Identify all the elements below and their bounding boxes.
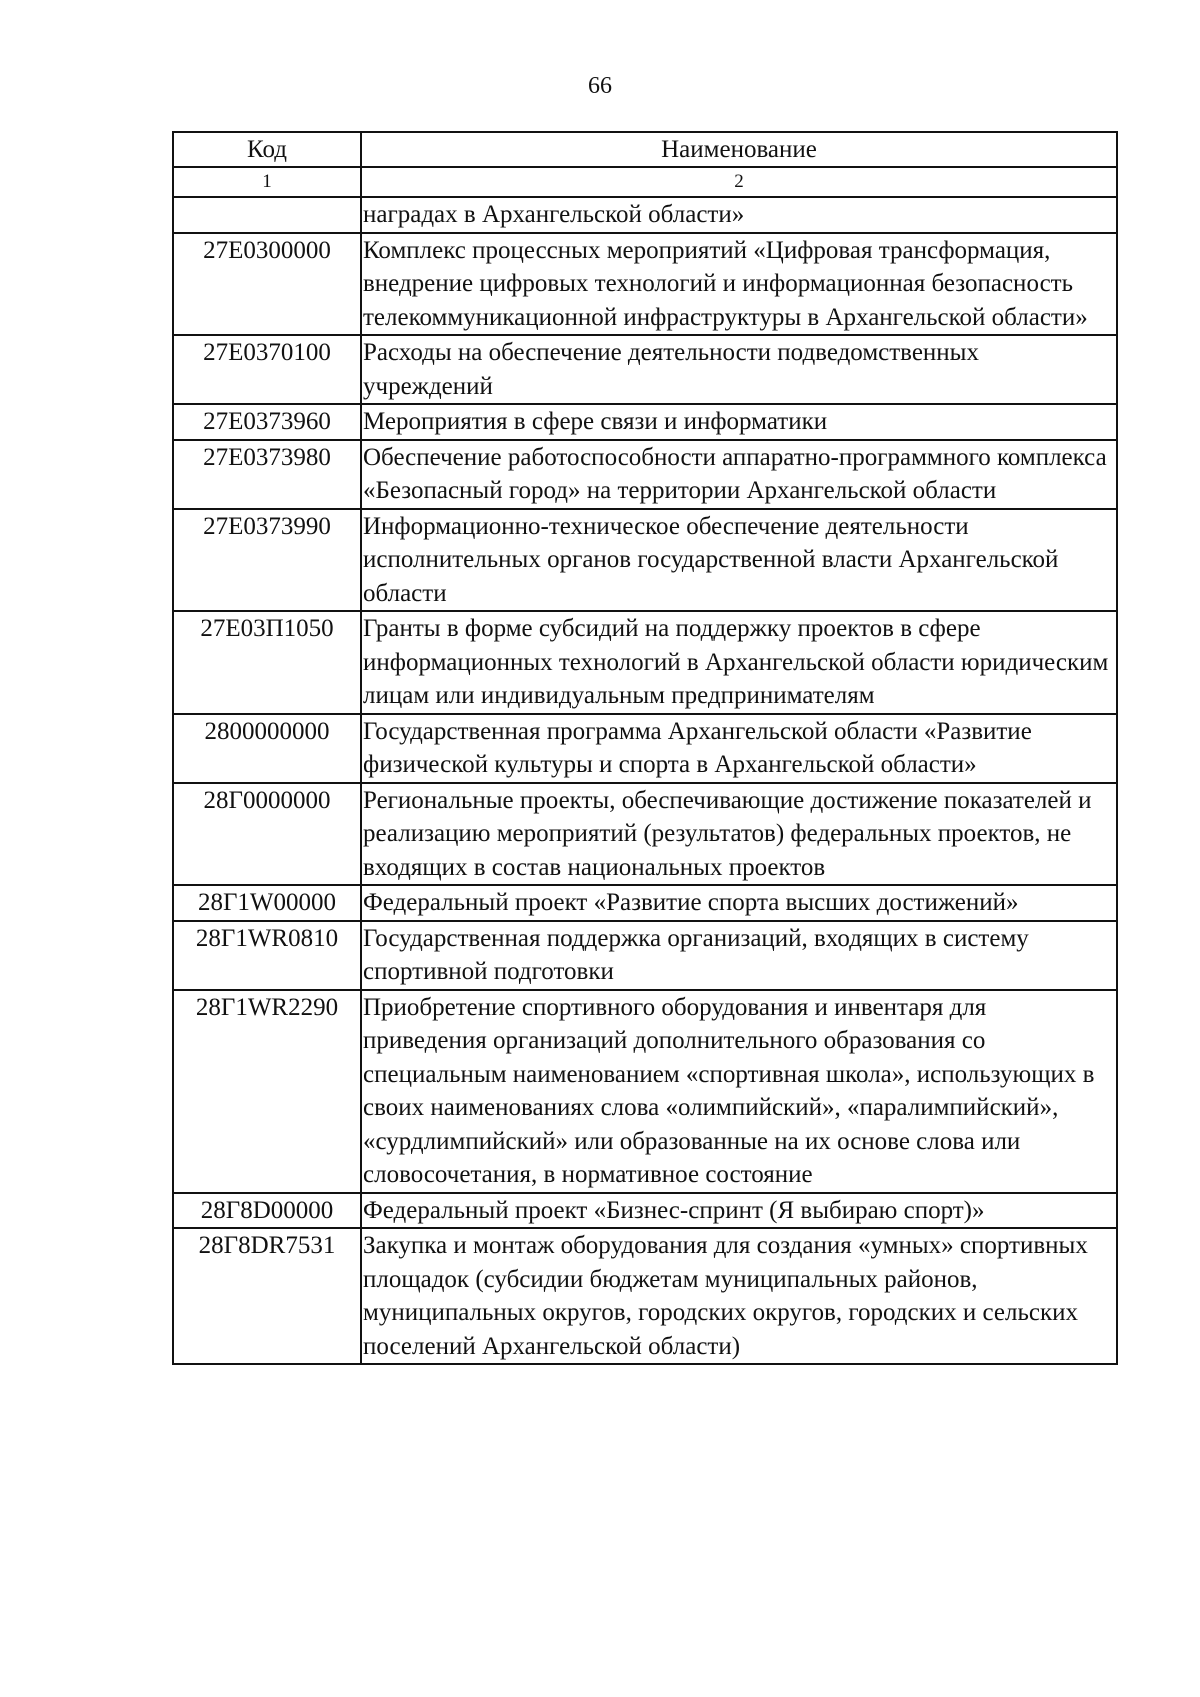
- table-row: [173, 509, 1117, 612]
- row-code: 2800000000: [173, 714, 361, 783]
- row-code: 28Г1WR2290: [173, 990, 361, 1193]
- row-code: 27Е0373990: [173, 509, 361, 612]
- budget-codes-table: [172, 131, 1118, 1365]
- table-row: [173, 335, 1117, 404]
- row-name: Федеральный проект «Развитие спорта высших достижений»: [361, 885, 1117, 921]
- row-name: Гранты в форме субсидий на поддержку проектов в сфере информационных технологий в Архангельской области юридическим лицам или индивидуальным предпринимателям: [361, 611, 1117, 714]
- header-row: [173, 132, 1117, 167]
- table-row: [173, 783, 1117, 886]
- table-row: [173, 611, 1117, 714]
- row-name: Государственная поддержка организаций, входящих в систему спортивной подготовки: [361, 921, 1117, 990]
- table-row: [173, 1228, 1117, 1364]
- row-code: 27Е0300000: [173, 233, 361, 336]
- row-code: 28Г8D00000: [173, 1193, 361, 1229]
- table-row: [173, 233, 1117, 336]
- column-number-2: 2: [361, 167, 1117, 197]
- row-code: 28Г0000000: [173, 783, 361, 886]
- row-name: Федеральный проект «Бизнес-спринт (Я выбираю спорт)»: [361, 1193, 1117, 1229]
- table-row: [173, 714, 1117, 783]
- row-name: Государственная программа Архангельской области «Развитие физической культуры и спорта в Архангельской области»: [361, 714, 1117, 783]
- row-name: Информационно-техническое обеспечение деятельности исполнительных органов государственной власти Архангельской области: [361, 509, 1117, 612]
- row-code: [173, 197, 361, 233]
- table-row: [173, 885, 1117, 921]
- row-name: Региональные проекты, обеспечивающие достижение показателей и реализацию мероприятий (результатов) федеральных проектов, не входящих в состав национальных проектов: [361, 783, 1117, 886]
- row-name: Обеспечение работоспособности аппаратно-программного комплекса «Безопасный город» на территории Архангельской области: [361, 440, 1117, 509]
- table-row: [173, 404, 1117, 440]
- row-code: 27Е03П1050: [173, 611, 361, 714]
- row-code: 28Г8DR7531: [173, 1228, 361, 1364]
- row-code: 27Е0370100: [173, 335, 361, 404]
- column-number-row: [173, 167, 1117, 197]
- row-code: 27Е0373980: [173, 440, 361, 509]
- table-row: [173, 440, 1117, 509]
- table-row: [173, 197, 1117, 233]
- row-name: Приобретение спортивного оборудования и инвентаря для приведения организаций дополнительного образования со специальным наименованием «спортивная школа», использующих в своих наименованиях слова «олимпийский», «паралимпийский», «сурдлимпийский» или образованные на их основе слова или словосочетания, в нормативное состояние: [361, 990, 1117, 1193]
- row-name: Комплекс процессных мероприятий «Цифровая трансформация, внедрение цифровых технологий и информационная безопасность телекоммуникационной инфраструктуры в Архангельской области»: [361, 233, 1117, 336]
- row-code: 28Г1WR0810: [173, 921, 361, 990]
- row-name: Расходы на обеспечение деятельности подведомственных учреждений: [361, 335, 1117, 404]
- column-number-1: 1: [173, 167, 361, 197]
- row-name: наградах в Архангельской области»: [361, 197, 1117, 233]
- table-row: [173, 1193, 1117, 1229]
- row-name: Закупка и монтаж оборудования для создания «умных» спортивных площадок (субсидии бюджетам муниципальных районов, муниципальных округов, городских округов, городских и сельских поселений Архангельской области): [361, 1228, 1117, 1364]
- table-row: [173, 921, 1117, 990]
- header-name: Наименование: [361, 132, 1117, 167]
- row-code: 28Г1W00000: [173, 885, 361, 921]
- page-number: 66: [588, 73, 612, 99]
- table-row: [173, 990, 1117, 1193]
- row-code: 27Е0373960: [173, 404, 361, 440]
- row-name: Мероприятия в сфере связи и информатики: [361, 404, 1117, 440]
- header-code: Код: [173, 132, 361, 167]
